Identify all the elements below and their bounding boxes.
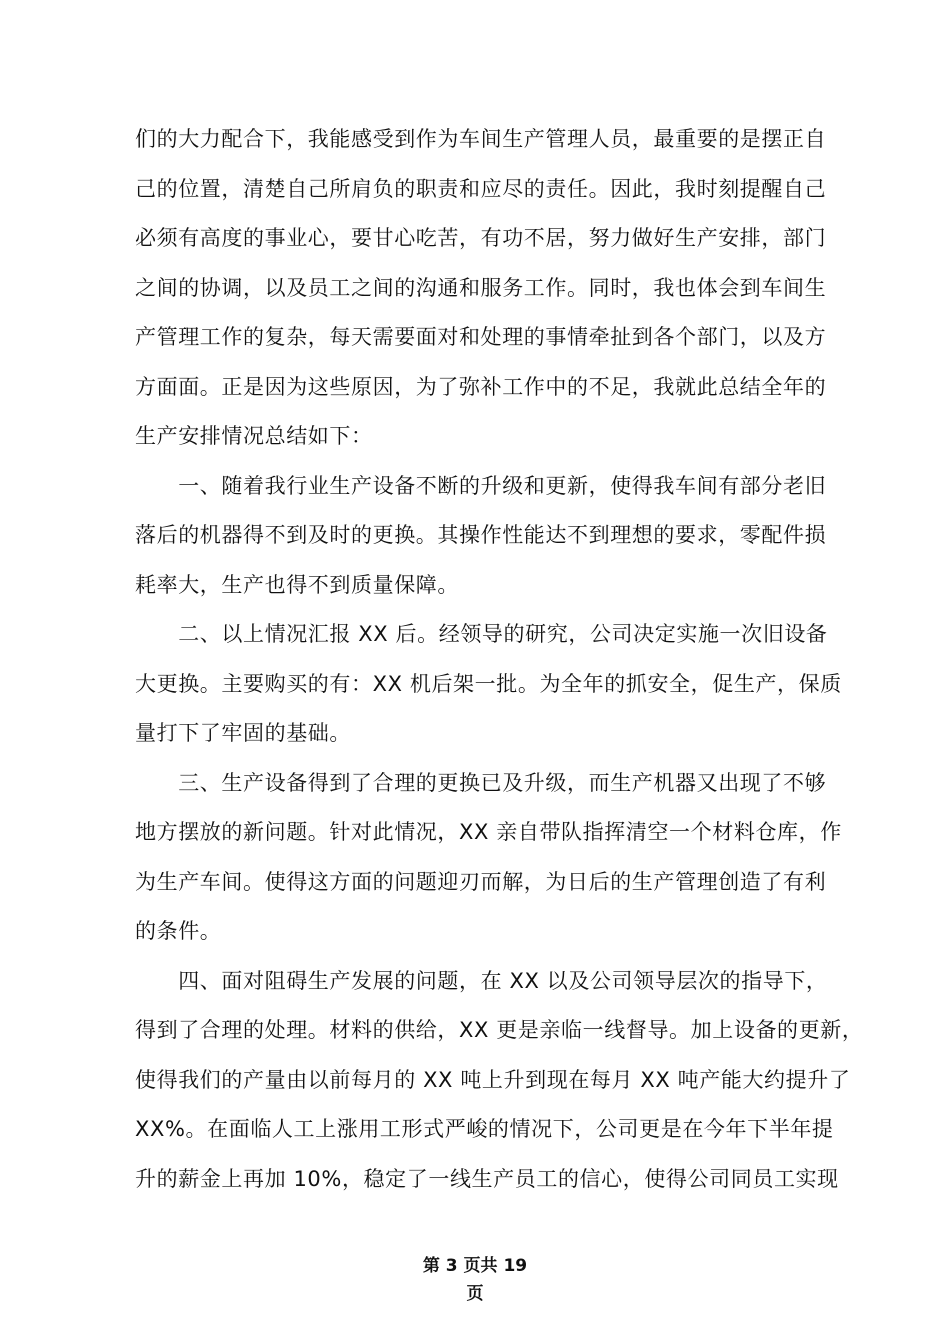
text-line: 产管理工作的复杂，每天需要面对和处理的事情牵扯到各个部门，以及方 <box>135 325 827 349</box>
text-line: XX%。在面临人工上涨用工形式严峻的情况下，公司更是在今年下半年提 <box>135 1117 834 1141</box>
page-number-line-2: 页 <box>466 1284 484 1304</box>
text-line: 生产安排情况总结如下： <box>135 424 373 448</box>
text-line: 三、生产设备得到了合理的更换已及升级，而生产机器又出现了不够 <box>135 770 827 795</box>
text-line: 二、以上情况汇报 XX 后。经领导的研究，公司决定实施一次旧设备 <box>135 622 828 646</box>
text-line: 方面面。正是因为这些原因，为了弥补工作中的不足，我就此总结全年的 <box>135 374 827 399</box>
text-line: 们的大力配合下，我能感受到作为车间生产管理人员，最重要的是摆正自 <box>135 127 827 151</box>
text-line: 四、面对阻碍生产发展的问题，在 XX 以及公司领导层次的指导下， <box>135 968 828 993</box>
text-line: 的条件。 <box>135 919 222 943</box>
text-line: 之间的协调，以及员工之间的沟通和服务工作。同时，我也体会到车间生 <box>135 275 827 300</box>
text-line: 为生产车间。使得这方面的问题迎刃而解，为日后的生产管理创造了有利 <box>135 869 827 894</box>
text-line: 升的薪金上再加 10%，稳定了一线生产员工的信心，使得公司同员工实现 <box>135 1166 839 1191</box>
text-line: 地方摆放的新问题。针对此情况，XX 亲自带队指挥清空一个材料仓库，作 <box>135 820 842 844</box>
text-line: 落后的机器得不到及时的更换。其操作性能达不到理想的要求，零配件损 <box>135 523 827 547</box>
text-line: 一、随着我行业生产设备不断的升级和更新，使得我车间有部分老旧 <box>135 473 827 498</box>
text-line: 量打下了牢固的基础。 <box>135 721 351 745</box>
text-line: 耗率大，生产也得不到质量保障。 <box>135 572 459 597</box>
text-line: 得到了合理的处理。材料的供给，XX 更是亲临一线督导。加上设备的更新， <box>135 1018 864 1042</box>
text-line: 使得我们的产量由以前每月的 XX 吨上升到现在每月 XX 吨产能大约提升了 <box>135 1067 851 1092</box>
text-line: 必须有高度的事业心，要甘心吃苦，有功不居，努力做好生产安排，部门 <box>135 226 827 250</box>
document-body <box>135 115 864 1204</box>
page-number-line-1: 第 3 页共 19 <box>422 1256 528 1276</box>
text-line: 大更换。主要购买的有：XX 机后架一批。为全年的抓安全，促生产，保质 <box>135 671 842 696</box>
text-line: 己的位置，清楚自己所肩负的职责和应尽的责任。因此，我时刻提醒自己 <box>135 176 827 201</box>
page-footer <box>0 1252 950 1308</box>
